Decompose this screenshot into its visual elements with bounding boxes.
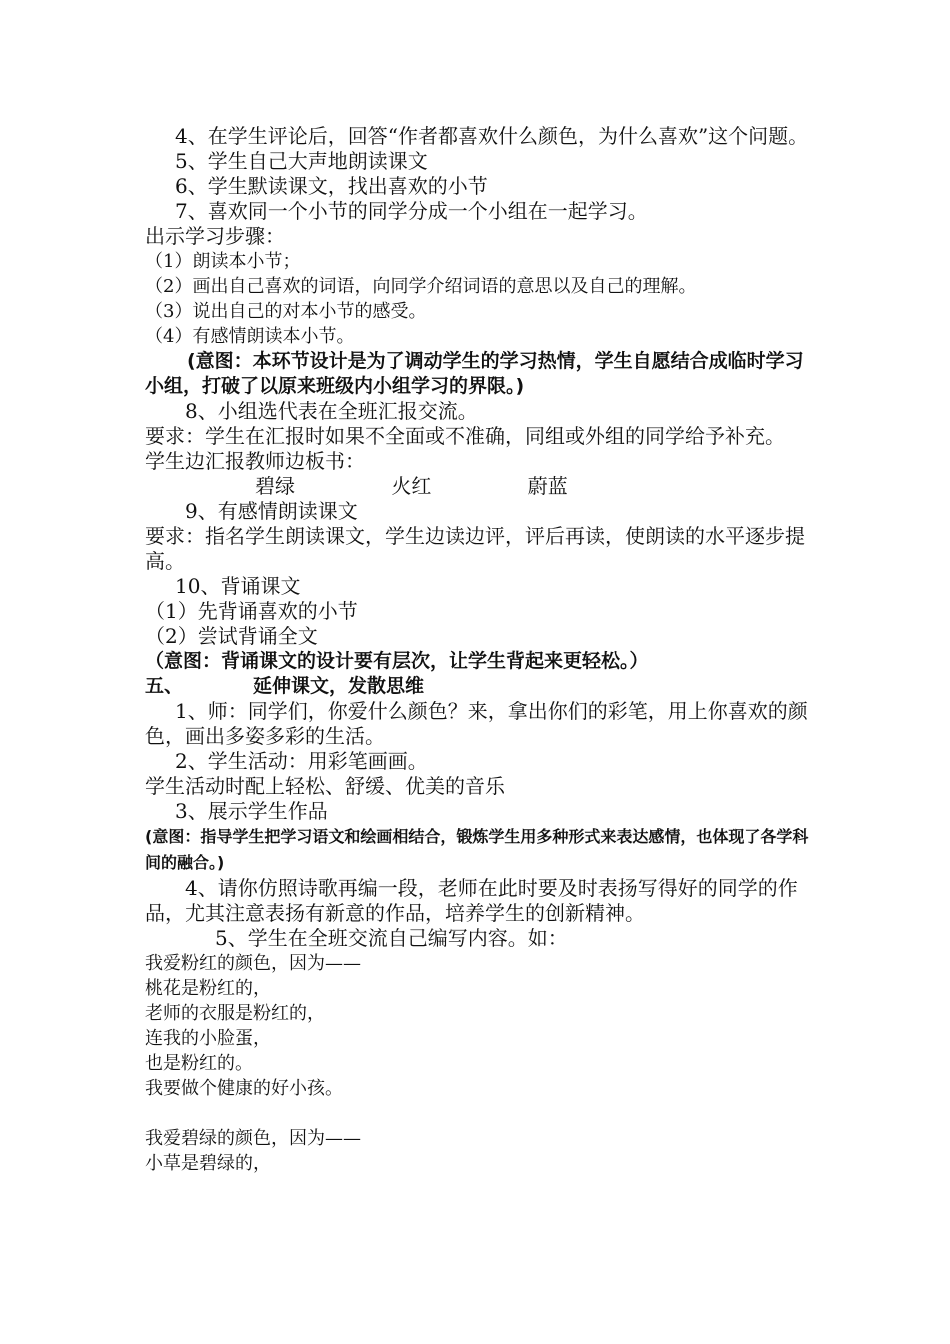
activity-2: 2、学生活动：用彩笔画画。 [175,749,428,773]
study-step-4: （4）有感情朗读本小节。 [145,326,355,347]
poem-1-line-5: 也是粉红的。 [145,1053,253,1074]
step-6: 6、学生默读课文，找出喜欢的小节 [175,174,488,198]
step-4: 4、在学生评论后，回答“作者都喜欢什么颜色，为什么喜欢”这个问题。 [175,124,809,148]
activity-1: 1、师：同学们，你爱什么颜色？来，拿出你们的彩笔，用上你喜欢的颜色，画出多姿多彩的生活。 [145,699,808,748]
requirement-2: 要求：指名学生朗读课文，学生边读边评，评后再读，使朗读的水平逐步提高。 [145,524,805,573]
blank-line [145,1101,815,1126]
step-5: 5、学生自己大声地朗读课文 [175,149,428,173]
poem-1-line-2: 桃花是粉红的， [145,978,271,999]
section-title: 延伸课文，发散思维 [253,675,425,697]
activity-5: 5、学生在全班交流自己编写内容。如： [215,926,568,950]
poem-2-line-2: 小草是碧绿的， [145,1153,271,1174]
recite-step-2: （2）尝试背诵全文 [145,624,318,648]
study-steps-heading: 出示学习步骤： [145,224,285,248]
intent-note-1: (意图：本环节设计是为了调动学生的学习热情，学生自愿结合成临时学习小组，打破了以原来班级内小组学习的界限。) [145,350,804,397]
poem-1-line-3: 老师的衣服是粉红的， [145,1003,325,1024]
intent-note-3: (意图：指导学生把学习语文和绘画相结合，锻炼学生用多种形式来表达感情，也体现了各学科间的融合。) [145,827,809,872]
study-step-1: （1）朗读本小节； [145,251,301,272]
board-color-blue: 蔚蓝 [527,474,568,498]
board-color-green: 碧绿 [255,474,295,498]
section-number: 五、 [145,675,184,697]
poem-2-line-1: 我爱碧绿的颜色，因为—— [145,1128,361,1149]
poem-1-line-6: 我要做个健康的好小孩。 [145,1078,343,1099]
poem-1-line-1: 我爱粉红的颜色，因为—— [145,953,361,974]
activity-3: 3、展示学生作品 [175,799,328,823]
step-9: 9、有感情朗读课文 [185,499,358,523]
study-step-3: （3）说出自己的对本小节的感受。 [145,301,427,322]
activity-music: 学生活动时配上轻松、舒缓、优美的音乐 [145,774,505,798]
step-10: 10、背诵课文 [175,574,301,598]
step-7: 7、喜欢同一个小节的同学分成一个小组在一起学习。 [175,199,648,223]
requirement-1: 要求：学生在汇报时如果不全面或不准确，同组或外组的同学给予补充。 [145,424,785,448]
section-five-heading [145,674,815,699]
document-body [145,124,815,1176]
recite-step-1: （1）先背诵喜欢的小节 [145,599,358,623]
step-8: 8、小组选代表在全班汇报交流。 [185,399,478,423]
activity-4: 4、请你仿照诗歌再编一段，老师在此时要及时表扬写得好的同学的作品，尤其注意表扬有新意的作品，培养学生的创新精神。 [145,876,798,925]
study-step-2: （2）画出自己喜欢的词语，向同学介绍词语的意思以及自己的理解。 [145,276,697,297]
board-writing-intro: 学生边汇报教师边板书： [145,449,365,473]
board-colors [145,474,815,499]
intent-note-2: （意图：背诵课文的设计要有层次，让学生背起来更轻松。） [145,650,649,672]
poem-1-line-4: 连我的小脸蛋， [145,1028,271,1049]
board-color-red: 火红 [391,474,432,498]
